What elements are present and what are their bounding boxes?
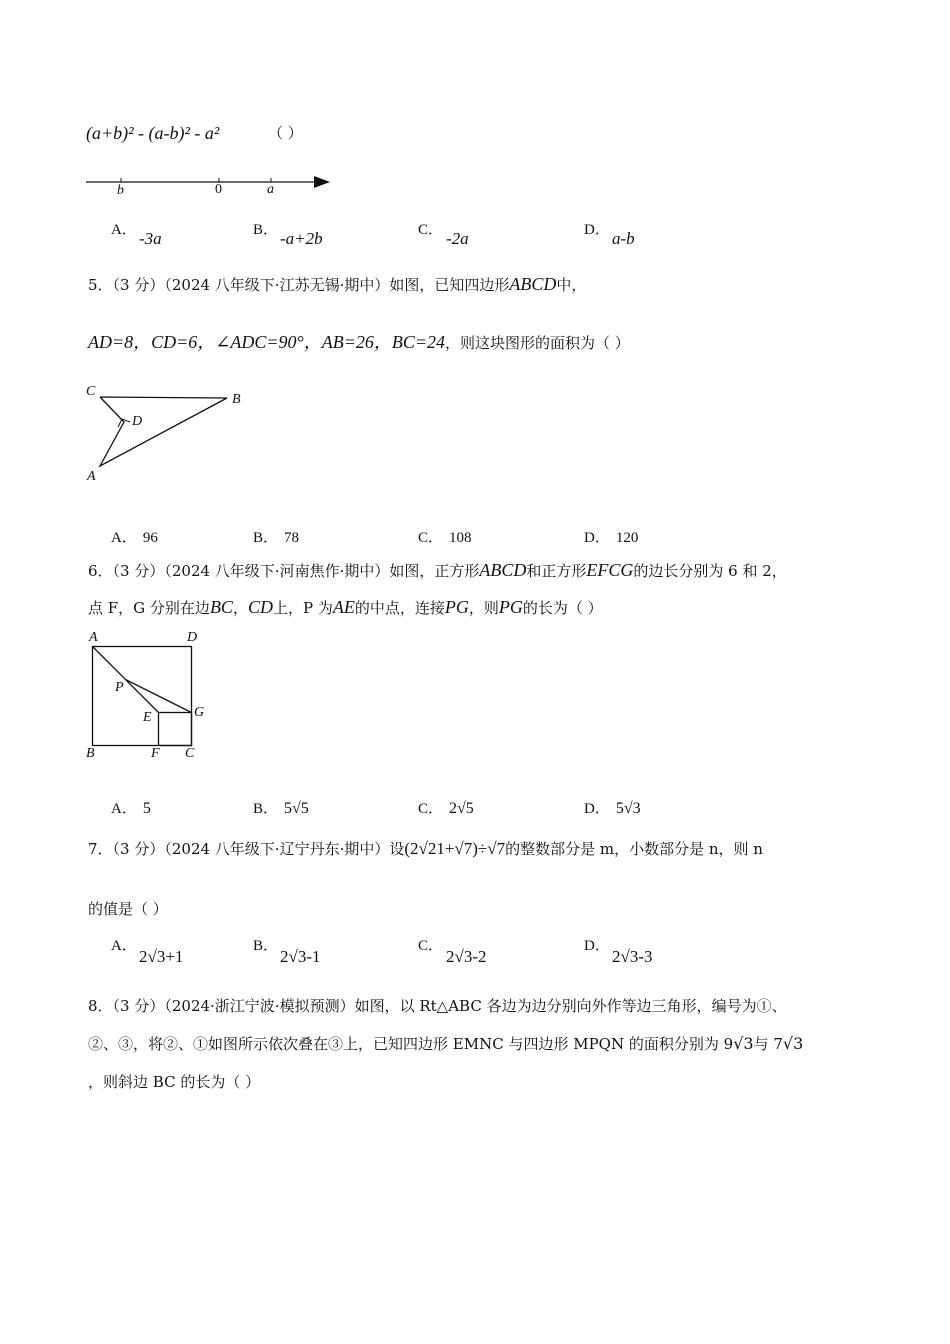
q6-label-g: G [194,705,205,720]
q5-label-c: C [86,384,96,399]
q5-stem-text: 5．（3 分）（2024 八年级下·江苏无锡·期中）如图，已知四边形 [88,276,510,294]
squares-figure [88,642,198,747]
q5-stem-end: 中， [556,276,587,294]
q5-stem-math: ABCD [509,274,557,294]
q7-option-d-value[interactable]: 2√3-3 [612,947,653,966]
numberline-label-a: a [267,182,274,197]
number-line-arrow [314,176,330,188]
q7-option-b-letter: B． [253,938,279,954]
q4-option-c-letter: C． [418,222,444,238]
q6-option-d[interactable]: D． 5√3 [584,800,641,817]
q4-option-c-value[interactable]: -2a [446,229,469,248]
q8-stem-line2: ②、③，将②、①如图所示依次叠在③上，已知四边形 EMNC 与四边形 MPQN 的面积分别为 9√3与 7√3 [88,1034,804,1053]
q5-stem-line1 [88,274,586,295]
q4-option-b-letter: B． [253,222,279,238]
q6-label-d: D [187,630,198,645]
q6-label-c: C [185,746,195,761]
q5-option-d[interactable]: D． 120 [584,530,639,546]
q6-label-e: E [143,710,152,725]
q4-option-a-letter: A． [111,222,137,238]
q7-option-a-letter: A． [111,938,137,954]
q6-option-b[interactable]: B． 5√5 [253,800,309,817]
q7-option-d-letter: D． [584,938,610,954]
q7-expression: (2√21+√7)÷√7 [404,839,506,858]
q8-stem-line1: 8．（3 分）（2024·浙江宁波·模拟预测）如图，以 Rt△ABC 各边为边分别向外作等边三角形，编号为①、 [88,997,787,1015]
q7-option-c-letter: C． [418,938,444,954]
q4-option-b-value[interactable]: -a+2b [280,229,323,248]
q6-stem-line2: 点 F，G 分别在边BC，CD上，P 为AE的中点，连接PG，则PG的长为（ ） [88,597,603,617]
q5-stem-question: ，则这块图形的面积为（ ） [445,334,630,352]
q5-label-d: D [132,414,143,429]
numberline-label-b: b [117,183,124,198]
q6-option-a[interactable]: A． 5 [111,800,151,817]
quadrilateral-outline [100,397,227,466]
q7-option-b-value[interactable]: 2√3-1 [280,947,321,966]
numberline-label-0: 0 [215,182,222,197]
q7-option-c-value[interactable]: 2√3-2 [446,947,487,966]
q8-stem-line3: ，则斜边 BC 的长为（ ） [88,1073,261,1091]
q4-answer-paren: （ ） [268,124,303,142]
quadrilateral-figure [82,382,252,487]
q4-option-d-value[interactable]: a-b [612,229,635,248]
q7-option-a-value[interactable]: 2√3+1 [139,947,184,966]
q5-option-a[interactable]: A． 96 [111,530,158,546]
segment-pg [126,680,192,713]
q6-label-a: A [89,630,98,645]
q7-stem-line1: 7．（3 分）（2024 八年级下·辽宁丹东·期中）设(2√21+√7)÷√7的整数部分是 m，小数部分是 n，则 n [88,839,763,858]
q5-given-conditions: AD=8，CD=6，∠ADC=90°，AB=26，BC=24 [88,332,446,352]
q5-label-a: A [87,469,96,484]
q6-label-f: F [151,746,160,761]
q6-stem-line1: 6．（3 分）（2024 八年级下·河南焦作·期中）如图，正方形ABCD和正方形EFCG的边长分别为 6 和 2， [88,560,787,580]
q6-option-c[interactable]: C． 2√5 [418,800,474,817]
q5-stem-line2 [88,328,630,354]
q4-expression: (a+b)² - (a-b)² - a² [86,123,220,143]
q5-option-c[interactable]: C． 108 [418,530,472,546]
q4-option-a-value[interactable]: -3a [139,229,162,248]
q6-label-b: B [86,746,95,761]
q5-label-b: B [232,392,241,407]
q7-stem-line2: 的值是（ ） [88,900,168,918]
q6-label-p: P [115,680,124,695]
square-efcg [159,713,192,746]
q4-option-d-letter: D． [584,222,610,238]
q5-option-b[interactable]: B． 78 [253,530,300,546]
